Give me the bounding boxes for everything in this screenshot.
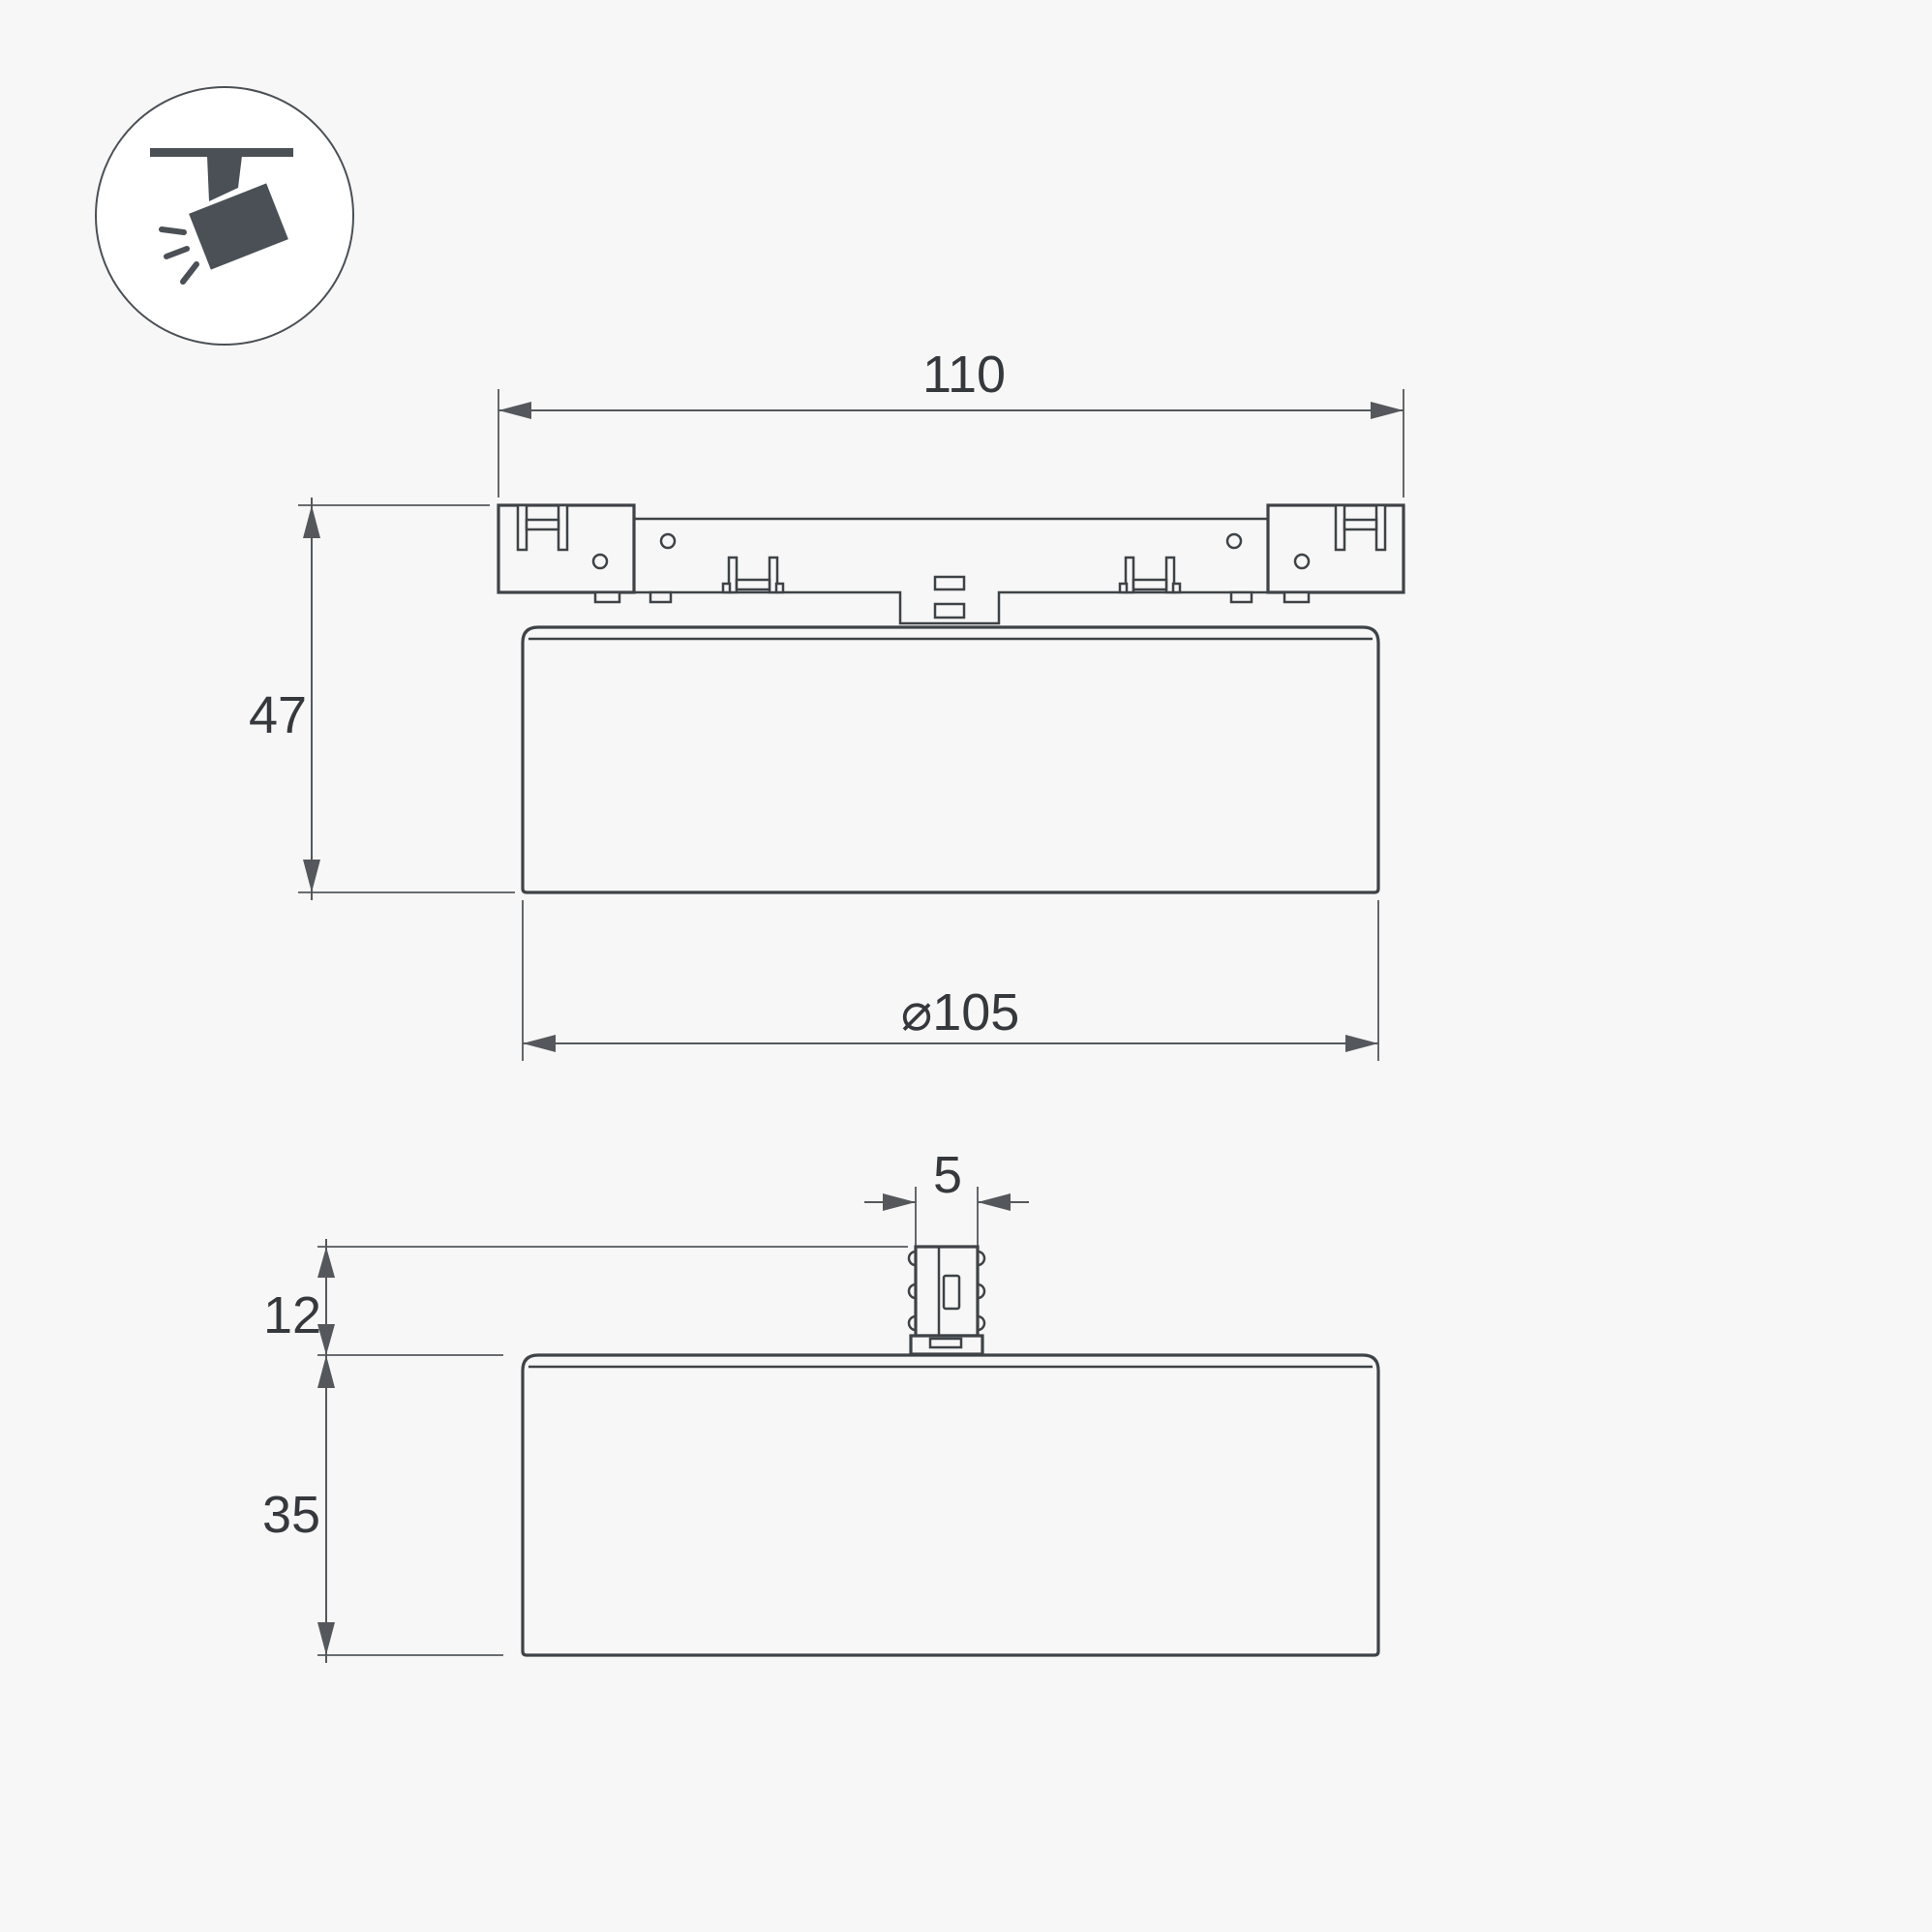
dim-connector-width [864,1146,1029,1247]
power-connector [909,1247,984,1354]
plate-tab [1284,592,1309,602]
dim-label-110: 110 [921,346,1007,404]
connector-slot [944,1276,959,1309]
plate-tab [1231,592,1252,602]
mount-plate [498,505,1404,623]
fixture-body-top [523,627,1378,892]
center-tab [935,577,964,589]
track-light-icon [96,87,353,345]
center-tab [935,604,964,618]
connector-notch [930,1339,961,1347]
dim-body-diameter [523,900,1378,1061]
bottom-view [262,1146,1378,1663]
dim-label-12: 12 [262,1286,322,1344]
clip-crossbar [1344,520,1376,529]
dim-label-105: ⌀105 [900,983,1020,1041]
dim-track-width [498,346,1404,498]
clip-rail [1376,505,1385,550]
clip-rail [518,505,527,550]
dim-label-5: 5 [932,1146,963,1204]
clip-rail [558,505,567,550]
clip-rail [1336,505,1344,550]
dim-total-height [249,498,515,900]
fixture-body-side [523,1355,1378,1655]
dim-body-height [262,1355,503,1663]
dim-connector-height [263,1239,908,1363]
light-ray [162,229,184,232]
top-view [249,346,1404,1061]
ceiling-bar [150,148,293,157]
dim-label-47: 47 [248,686,308,744]
dim-label-35: 35 [261,1486,321,1544]
plate-tab [650,592,671,602]
clip-crossbar [527,520,558,529]
plate-tab [595,592,619,602]
